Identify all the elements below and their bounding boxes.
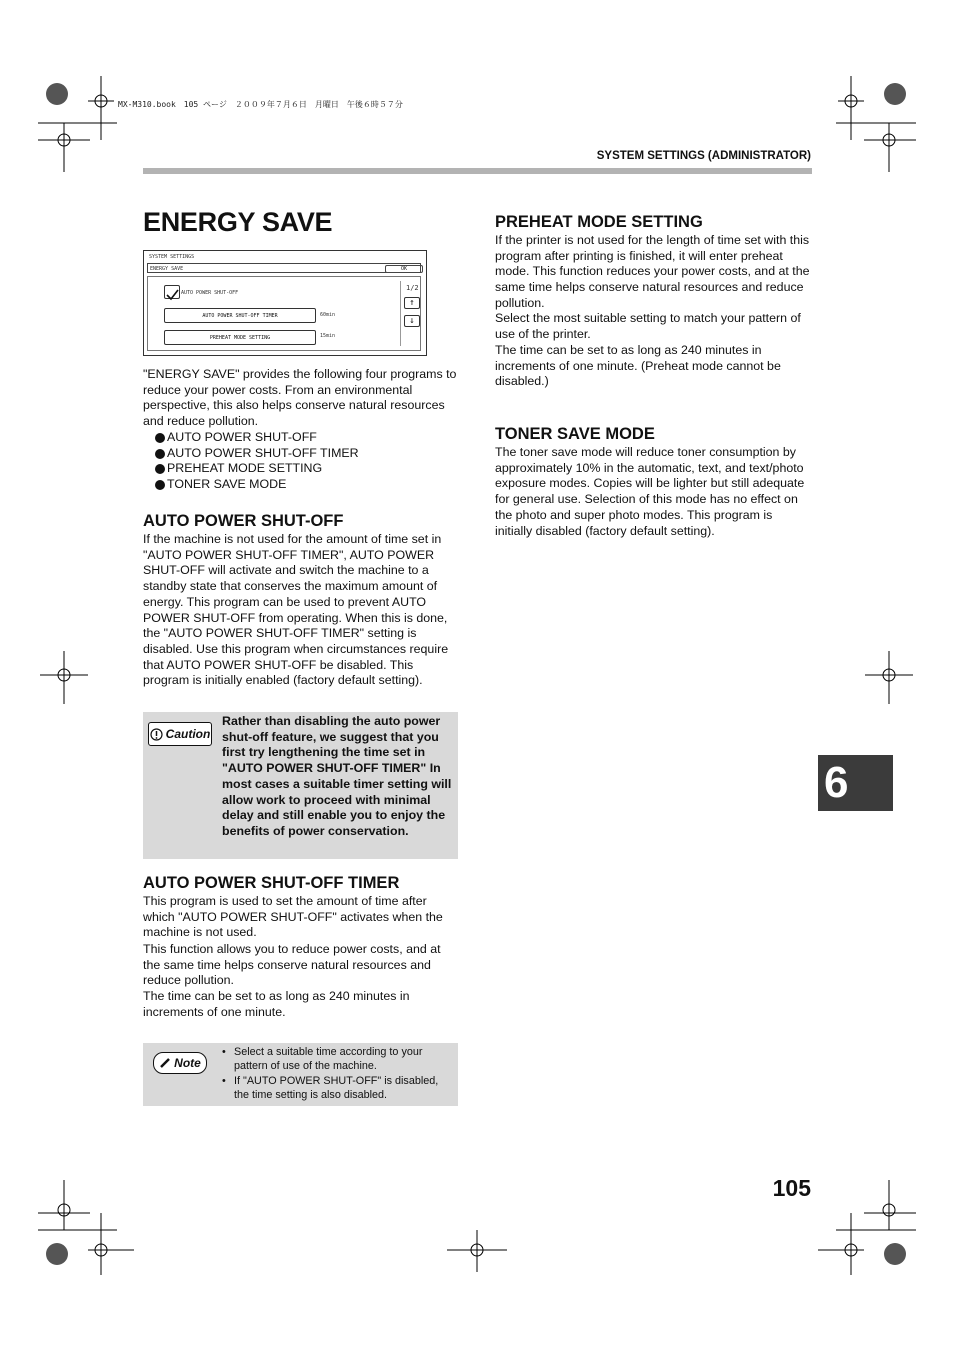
section-header: SYSTEM SETTINGS (ADMINISTRATOR) bbox=[596, 150, 811, 162]
page-title: ENERGY SAVE bbox=[143, 207, 333, 237]
page-number: 105 bbox=[772, 1175, 811, 1201]
caution-badge bbox=[148, 722, 212, 746]
toner-body: The toner save mode will reduce toner consumption by approximately 10% in the automatic, text, and text/photo exposure modes. Copies will be lighter but still adequate for general use. Selection of this mode has no effect on the photo and super photo modes. This program is initially disabled (factory default setting). bbox=[495, 445, 805, 538]
scroll-up-button[interactable] bbox=[404, 297, 420, 309]
auto-power-shutoff-timer-button[interactable]: AUTO POWER SHUT-OFF TIMER bbox=[164, 308, 316, 323]
list-item: • If "AUTO POWER SHUT-OFF" is disabled, the time setting is also disabled. bbox=[222, 1074, 454, 1103]
auto-power-heading: AUTO POWER SHUT-OFF bbox=[143, 512, 344, 530]
intro-list bbox=[143, 430, 459, 493]
energy-save-screen bbox=[143, 250, 427, 356]
ok-button[interactable]: OK bbox=[385, 265, 423, 273]
screen-title-bar bbox=[147, 263, 421, 273]
arrow-up-icon: ↑ bbox=[409, 298, 415, 308]
screen-divider bbox=[400, 281, 401, 346]
list-item: AUTO POWER SHUT-OFF TIMER bbox=[143, 446, 459, 462]
screen-title: ENERGY SAVE bbox=[150, 266, 184, 272]
timer-value: 60min bbox=[320, 312, 336, 318]
scroll-down-button[interactable] bbox=[404, 315, 420, 327]
caution-label: Caution bbox=[165, 727, 211, 741]
list-item: AUTO POWER SHUT-OFF bbox=[143, 430, 459, 446]
auto-power-shutoff-checkbox[interactable] bbox=[164, 285, 180, 299]
note-badge bbox=[153, 1052, 207, 1074]
list-item: TONER SAVE MODE bbox=[143, 477, 459, 493]
toner-heading: TONER SAVE MODE bbox=[495, 425, 655, 443]
preheat-heading: PREHEAT MODE SETTING bbox=[495, 213, 703, 231]
screen-breadcrumb: SYSTEM SETTINGS bbox=[149, 254, 195, 260]
intro-paragraph: "ENERGY SAVE" provides the following four programs to reduce your power costs. From an environmental perspective, this also helps conserve natural resources and reduce pollution. bbox=[143, 367, 457, 429]
preheat-p2: Select the most suitable setting to match your pattern of use of the printer. bbox=[495, 311, 801, 341]
checkmark-icon bbox=[165, 289, 179, 301]
arrow-down-icon: ↓ bbox=[409, 316, 415, 326]
preheat-p3: The time can be set to as long as 240 minutes in increments of one minute. (Preheat mode cannot be disabled.) bbox=[495, 343, 781, 389]
list-item: PREHEAT MODE SETTING bbox=[143, 461, 459, 477]
preheat-value: 15min bbox=[320, 333, 336, 339]
preheat-p1: If the printer is not used for the length of time set with this program after printing is finished, it will enter preheat mode. This function reduces your power costs, and at the same time helps conserve natural resources and reduce pollution. bbox=[495, 233, 810, 310]
auto-power-body: If the machine is not used for the amount of time set in "AUTO POWER SHUT-OFF TIMER", AUTO POWER SHUT-OFF will activate and switch the machine to a standby state that conserves the maximum amount of energy. This program can be used to prevent AUTO POWER SHUT-OFF from operating. When this is done, the "AUTO POWER SHUT-OFF TIMER" setting is disabled. Use this program when circumstances require that AUTO POWER SHUT-OFF be disabled. This program is initially enabled (factory default setting). bbox=[143, 532, 449, 688]
chapter-tab: 6 bbox=[818, 755, 893, 811]
caution-box bbox=[143, 712, 458, 859]
note-box bbox=[143, 1043, 458, 1106]
exclamation-icon bbox=[150, 728, 163, 741]
preheat-mode-setting-button[interactable]: PREHEAT MODE SETTING bbox=[164, 330, 316, 345]
caution-text: Rather than disabling the auto power shut-off feature, we suggest that you first try lengthening the time set in "AUTO POWER SHUT-OFF TIMER" In most cases a suitable timer setting will allow work to proceed with minimal delay and still enable you to enjoy the benefits of power conservation. bbox=[222, 714, 452, 838]
note-list bbox=[222, 1045, 454, 1103]
checkbox-label: AUTO POWER SHUT-OFF bbox=[181, 290, 239, 296]
timer-p3: The time can be set to as long as 240 minutes in increments of one minute. bbox=[143, 989, 410, 1019]
timer-p2: This function allows you to reduce power costs, and at the same time helps conserve natural resources and reduce pollution. bbox=[143, 942, 441, 988]
page-indicator: 1/2 bbox=[406, 284, 419, 292]
screen-content bbox=[147, 276, 421, 351]
file-info: MX-M310.book 105 ページ ２００９年７月６日 月曜日 午後６時５７分 bbox=[118, 100, 403, 109]
note-label: Note bbox=[174, 1056, 201, 1070]
list-item: • Select a suitable time according to your pattern of use of the machine. bbox=[222, 1045, 454, 1074]
timer-p1: This program is used to set the amount of time after which "AUTO POWER SHUT-OFF" activates when the machine is not used. bbox=[143, 894, 443, 940]
header-rule bbox=[143, 168, 812, 174]
timer-heading: AUTO POWER SHUT-OFF TIMER bbox=[143, 874, 400, 892]
pencil-icon bbox=[159, 1057, 171, 1069]
